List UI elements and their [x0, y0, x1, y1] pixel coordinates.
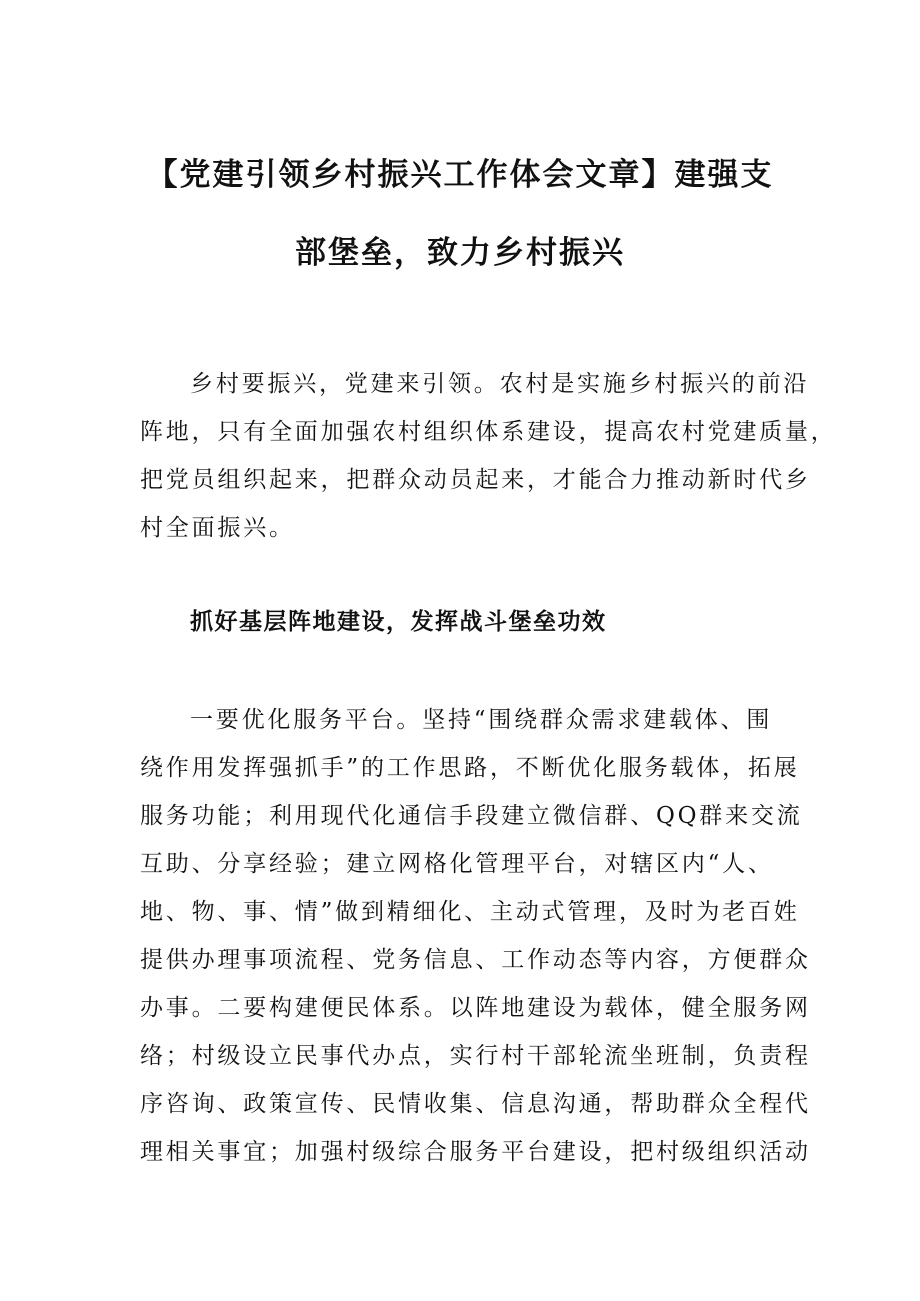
body-paragraph-line-1: 一要优化服务平台。坚持“围绕群众需求建载体、围	[190, 707, 773, 733]
body-paragraph-line-8: 络；村级设立民事代办点，实行村干部轮流坐班制，负责程	[140, 1043, 811, 1069]
intro-paragraph-line-3: 把党员组织起来，把群众动员起来，才能合力推动新时代乡	[140, 467, 811, 493]
body-paragraph-line-4: 互助、分享经验；建立网格化管理平台，对辖区内“人、	[140, 851, 774, 877]
intro-paragraph-line-4: 村全面振兴。	[140, 515, 295, 541]
body-paragraph-line-10: 理相关事宜；加强村级综合服务平台建设，把村级组织活动	[140, 1139, 811, 1165]
section-heading: 抓好基层阵地建设，发挥战斗堡垒功效	[190, 609, 607, 635]
body-paragraph-line-9: 序咨询、政策宣传、民情收集、信息沟通，帮助群众全程代	[140, 1091, 811, 1117]
intro-paragraph-line-2: 阵地，只有全面加强农村组织体系建设，提高农村党建质量，	[140, 419, 837, 445]
intro-paragraph-line-1: 乡村要振兴，党建来引领。农村是实施乡村振兴的前沿	[190, 371, 810, 397]
article-title-line-1: 【党建引领乡村振兴工作体会文章】建强支	[146, 157, 774, 193]
body-paragraph-line-2: 绕作用发挥强抓手”的工作思路，不断优化服务载体，拓展	[140, 755, 800, 781]
body-paragraph-line-7: 办事。二要构建便民体系。以阵地建设为载体，健全服务网	[140, 995, 811, 1021]
body-paragraph-line-3: 服务功能；利用现代化通信手段建立微信群、QQ群来交流	[140, 803, 803, 829]
body-paragraph-line-5: 地、物、事、情”做到精细化、主动式管理，及时为老百姓	[140, 899, 800, 925]
body-paragraph-line-6: 提供办理事项流程、党务信息、工作动态等内容，方便群众	[140, 947, 811, 973]
article-title-line-2: 部堡垒，致力乡村振兴	[295, 235, 625, 271]
